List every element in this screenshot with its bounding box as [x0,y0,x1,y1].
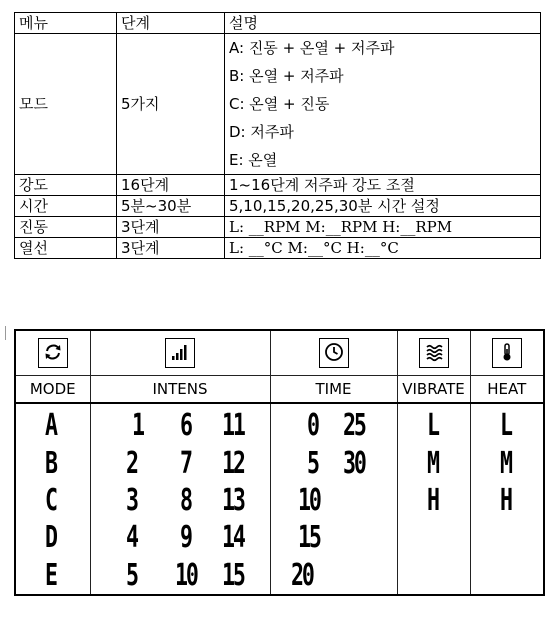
spec-row-intensity [15,175,541,196]
intens-code-4: 4 [125,520,137,555]
intensity-menu: 강도 [15,175,117,196]
label-vibrate: VIBRATE [397,376,470,404]
mode-line-b: B: 온열 + 저주파 [229,67,344,85]
time-desc: 5,10,15,20,25,30분 시간 설정 [225,196,541,217]
intensity-desc: 1~16단계 저주파 강도 조절 [225,175,541,196]
spec-row-vibration [15,217,541,238]
intens-code-3: 3 [125,483,137,518]
heat-icon-cell [470,330,544,376]
refresh-icon [38,338,68,368]
spec-row-mode [15,34,541,175]
label-heat: HEAT [470,376,544,404]
label-row [15,376,544,404]
label-mode: MODE [15,376,90,404]
vibrate-code-h: H [426,483,438,518]
intens-code-9: 9 [179,520,191,555]
spec-row-time [15,196,541,217]
mode-desc [225,34,541,175]
time-code-10: 10 [297,483,320,518]
intens-code-1: 1 [131,408,143,443]
intens-code-2: 2 [125,446,137,481]
heat-code-m: M [499,446,511,481]
header-desc: 설명 [225,13,541,34]
heat-level: 3단계 [117,238,225,259]
mode-icon-cell [15,330,90,376]
time-code-15: 15 [297,520,320,555]
intens-code-10: 10 [174,558,197,593]
label-time: TIME [270,376,397,404]
cursor-mark [5,326,6,340]
intens-code-8: 8 [179,483,191,518]
mode-line-d: D: 저주파 [229,123,294,141]
mode-code-d: D [45,520,56,555]
intens-code-7: 7 [179,446,191,481]
header-level: 단계 [117,13,225,34]
intens-code-6: 6 [179,408,191,443]
time-code-25: 25 [342,408,365,443]
mode-codes [15,403,90,595]
mode-code-a: A [45,408,56,443]
intens-code-11: 11 [221,408,244,443]
time-code-0: 0 [306,408,318,443]
heat-codes [470,403,544,595]
time-code-20: 20 [290,558,313,593]
mode-code-c: C [45,483,56,518]
icon-row [15,330,544,376]
intensity-level: 16단계 [117,175,225,196]
vibrate-code-m: M [426,446,438,481]
vibration-menu: 진동 [15,217,117,238]
time-code-5: 5 [306,446,318,481]
heat-menu: 열선 [15,238,117,259]
wave-icon [419,338,449,368]
vibrate-code-l: L [426,408,438,443]
time-menu: 시간 [15,196,117,217]
mode-line-c: C: 온열 + 진동 [229,95,330,113]
vibrate-codes [397,403,470,595]
vibration-desc: L: __RPM M:__RPM H:__RPM [225,217,541,238]
intens-codes [90,403,270,595]
spec-header-row [15,13,541,34]
vibrate-icon-cell [397,330,470,376]
mode-line-a: A: 진동 + 온열 + 저주파 [229,39,395,57]
vibration-level: 3단계 [117,217,225,238]
intens-code-14: 14 [221,520,244,555]
mode-level: 5가지 [117,34,225,175]
display-code-table [14,329,545,596]
intens-code-12: 12 [221,446,244,481]
intens-code-13: 13 [221,483,244,518]
time-codes [270,403,397,595]
signal-bars-icon [165,338,195,368]
time-level: 5분~30분 [117,196,225,217]
mode-code-e: E [45,558,56,593]
mode-line-e: E: 온열 [229,151,278,169]
spec-table [14,12,541,259]
mode-code-b: B [45,446,56,481]
heat-desc: L: __°C M:__°C H:__°C [225,238,541,259]
time-icon-cell [270,330,397,376]
clock-icon [319,338,349,368]
intens-code-15: 15 [221,558,244,593]
intens-icon-cell [90,330,270,376]
spec-row-heat [15,238,541,259]
code-row [15,403,544,595]
heat-code-l: L [499,408,511,443]
heat-code-h: H [499,483,511,518]
time-code-30: 30 [342,446,365,481]
label-intens: INTENS [90,376,270,404]
mode-menu: 모드 [15,34,117,175]
header-menu: 메뉴 [15,13,117,34]
thermometer-icon [492,338,522,368]
intens-code-5: 5 [125,558,137,593]
